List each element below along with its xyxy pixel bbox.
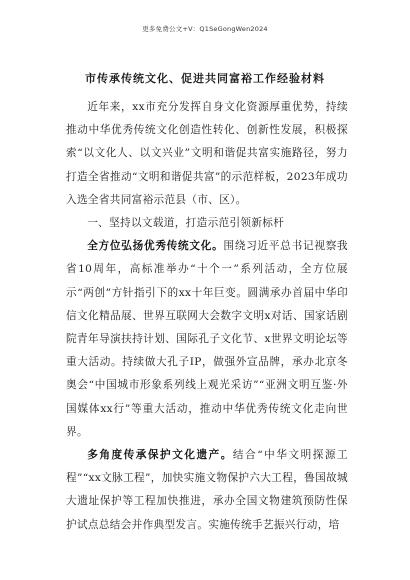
section-heading-text: 一、坚持以文载道，打造示范引领新标杆 [87,217,285,230]
paragraph-lead: 多角度传承保护文化遗产。 [87,449,233,462]
paragraph-text: 近年来，xx市充分发挥自身文化资源厚重优势，持续推动中华优秀传统文化创造性转化、创新性发展，积极探索“以文化人、以文兴业”文明和谐促共富实施路径，努力打造全省推动“文明和谐促共富”的示范样板，2023年成功入选全省共同富裕示范县（市、区）。 [66,101,348,206]
paragraph-promote-culture [66,235,348,444]
document-title: 市传承传统文化、促进共同富裕工作经验材料 [85,72,325,85]
section-heading [66,212,348,235]
document-body [66,96,348,537]
header-note: 更多免费公文+V：Q1SeGongWen2024 [142,25,268,33]
paragraph-intro [66,96,348,212]
paragraph-heritage [66,444,348,537]
paragraph-lead: 全方位弘扬优秀传统文化。 [87,240,224,253]
paragraph-text: 围绕习近平总书记视察我省10周年，高标准举办“十个一”系列活动，全方位展示“两创”方针指引下的xx十年巨变。圆满承办首届中华印信文化精品展、世界互联网大会数字文明x对话、国家话剧院青年导演扶持计划、国际孔子文化节、x世界文明论坛等重大活动。持续做大孔子IP，做强外宣品牌，承办北京冬奥会“中国城市形象系列线上观光采访”“亚洲文明互鉴·外国媒体xx行”等重大活动，推动中华优秀传统文化走向世界。 [66,240,348,438]
paragraph-text: 结合“中华文明探源工程”“xx文脉工程”，加快实施文物保护六大工程，鲁国故城大遗址保护等工程加快推进，承办全国文物建筑预防性保护试点总结会并作典型发言。实施传统手艺振兴行动，培 [66,449,348,531]
